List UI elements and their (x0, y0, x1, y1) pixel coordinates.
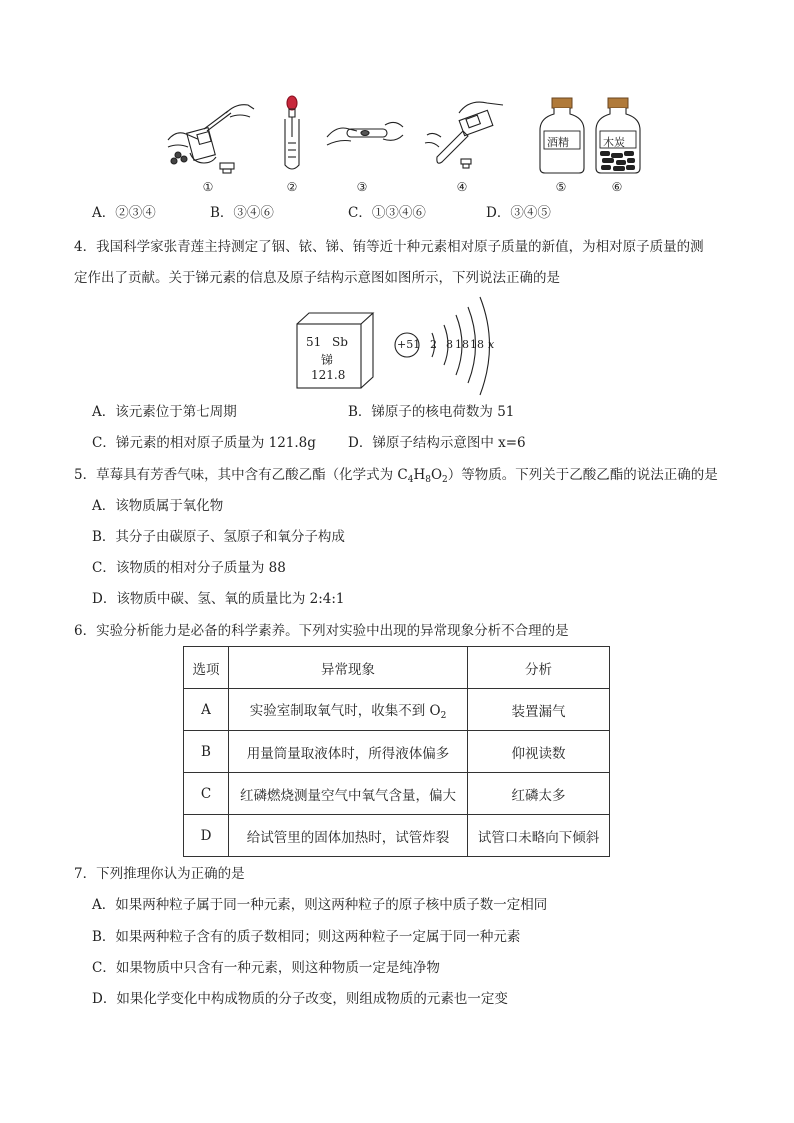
row-d-analysis: 试管口未略向下倾斜 (468, 815, 610, 857)
shell-1: 2 (430, 338, 437, 351)
formula-sub-h: 8 (425, 475, 431, 485)
q4-option-a: A．该元素位于第七周期 (92, 404, 237, 420)
row-a-phenomenon (229, 689, 468, 731)
q4-option-d: D．锑原子结构示意图中 x=6 (348, 435, 526, 451)
element-cube (296, 312, 376, 390)
figure-number-5: ⑤ (555, 180, 567, 194)
figure-number-6: ⑥ (611, 180, 623, 194)
table-row (184, 815, 610, 857)
q7-stem: 7．下列推理你认为正确的是 (74, 866, 245, 882)
q5-option-d: D．该物质中碳、氢、氧的质量比为 2:4:1 (92, 591, 345, 607)
shell-2: 8 (446, 338, 453, 351)
row-a-analysis: 装置漏气 (468, 689, 610, 731)
figure-number-4: ④ (456, 180, 468, 194)
row-c-option: C (184, 773, 229, 815)
element-name: 锑 (321, 353, 334, 367)
q5-option-b: B．其分子由碳原子、氢原子和氧分子构成 (92, 529, 345, 545)
q4-option-b: B．锑原子的核电荷数为 51 (348, 404, 515, 420)
element-symbol: Sb (332, 335, 348, 349)
q7-option-b: B．如果两种粒子含有的质子数相同；则这两种粒子一定属于同一种元素 (92, 929, 521, 945)
bottle-alcohol (537, 95, 587, 175)
q3-option-d: D．③④⑤ (486, 205, 551, 221)
q5-option-a: A．该物质属于氧化物 (92, 498, 224, 514)
q7-option-c: C．如果物质中只含有一种元素，则这种物质一定是纯净物 (92, 960, 440, 976)
row-b-phenomenon: 用量筒量取液体时，所得液体偏多 (229, 731, 468, 773)
q3-option-c: C．①③④⑥ (348, 205, 426, 221)
q3-option-a: A．②③④ (92, 205, 156, 221)
row-d-option: D (184, 815, 229, 857)
q5-option-c: C．该物质的相对分子质量为 88 (92, 560, 286, 576)
formula-sub-o: 2 (442, 475, 448, 485)
row-b-option: B (184, 731, 229, 773)
header-option: 选项 (184, 647, 229, 689)
figure-2-illustration (272, 95, 312, 175)
header-phenomenon: 异常现象 (229, 647, 468, 689)
q4-stem-line1: 4．我国科学家张青莲主持测定了铟、铱、锑、铕等近十种元素相对原子质量的新值，为相对原子质量的测 (74, 239, 704, 255)
row-d-phenomenon: 给试管里的固体加热时，试管炸裂 (229, 815, 468, 857)
q6-stem: 6．实验分析能力是必备的科学素养。下列对实验中出现的异常现象分析不合理的是 (74, 623, 569, 639)
table-row (184, 689, 610, 731)
o2-subscript: 2 (440, 710, 447, 721)
bottle-label-alcohol: 酒精 (547, 136, 569, 149)
shell-5: x (488, 338, 495, 351)
q6-table (183, 646, 610, 857)
table-header-row (184, 647, 610, 689)
bottle-charcoal (593, 95, 643, 175)
row-c-analysis: 红磷太多 (468, 773, 610, 815)
figure-number-3: ③ (356, 180, 368, 194)
table-row (184, 773, 610, 815)
figure-1-illustration (160, 95, 255, 175)
figure-number-2: ② (286, 180, 298, 194)
atom-nucleus: +51 (397, 338, 421, 351)
formula-sub-c: 4 (407, 475, 414, 485)
q7-option-a: A．如果两种粒子属于同一种元素，则这两种粒子的原子核中质子数一定相同 (92, 897, 548, 913)
row-b-analysis: 仰视读数 (468, 731, 610, 773)
shell-3: 18 (455, 338, 469, 351)
row-a-option: A (184, 689, 229, 731)
q7-option-d: D．如果化学变化中构成物质的分子改变，则组成物质的元素也一定变 (92, 991, 508, 1007)
q4-stem-line2: 定作出了贡献。关于锑元素的信息及原子结构示意图如图所示，下列说法正确的是 (74, 270, 560, 286)
q3-option-b: B．③④⑥ (210, 205, 274, 221)
element-number: 51 (306, 335, 322, 349)
q5-stem-post: ）等物质。下列关于乙酸乙酯的说法正确的是 (447, 467, 718, 483)
figure-3-illustration (325, 95, 405, 175)
row-a-phenomenon-text: 实验室制取氧气时，收集不到 O (249, 702, 441, 719)
element-mass: 121.8 (311, 368, 346, 382)
figure-4-illustration (415, 95, 510, 175)
atom-structure-diagram (392, 295, 502, 400)
q5-stem-pre: 5．草莓具有芳香气味，其中含有乙酸乙酯（化学式为 C (74, 467, 408, 483)
formula-h: H (413, 467, 426, 483)
figure-number-1: ① (202, 180, 214, 194)
shell-4: 18 (470, 338, 484, 351)
experiment-figures (160, 95, 640, 195)
q4-option-c: C．锑元素的相对原子质量为 121.8g (92, 435, 316, 451)
q5-stem (74, 465, 718, 490)
row-c-phenomenon: 红磷燃烧测量空气中氧气含量，偏大 (229, 773, 468, 815)
table-row (184, 731, 610, 773)
formula-o: O (430, 467, 443, 483)
bottle-label-charcoal: 木炭 (603, 136, 625, 149)
header-analysis: 分析 (468, 647, 610, 689)
